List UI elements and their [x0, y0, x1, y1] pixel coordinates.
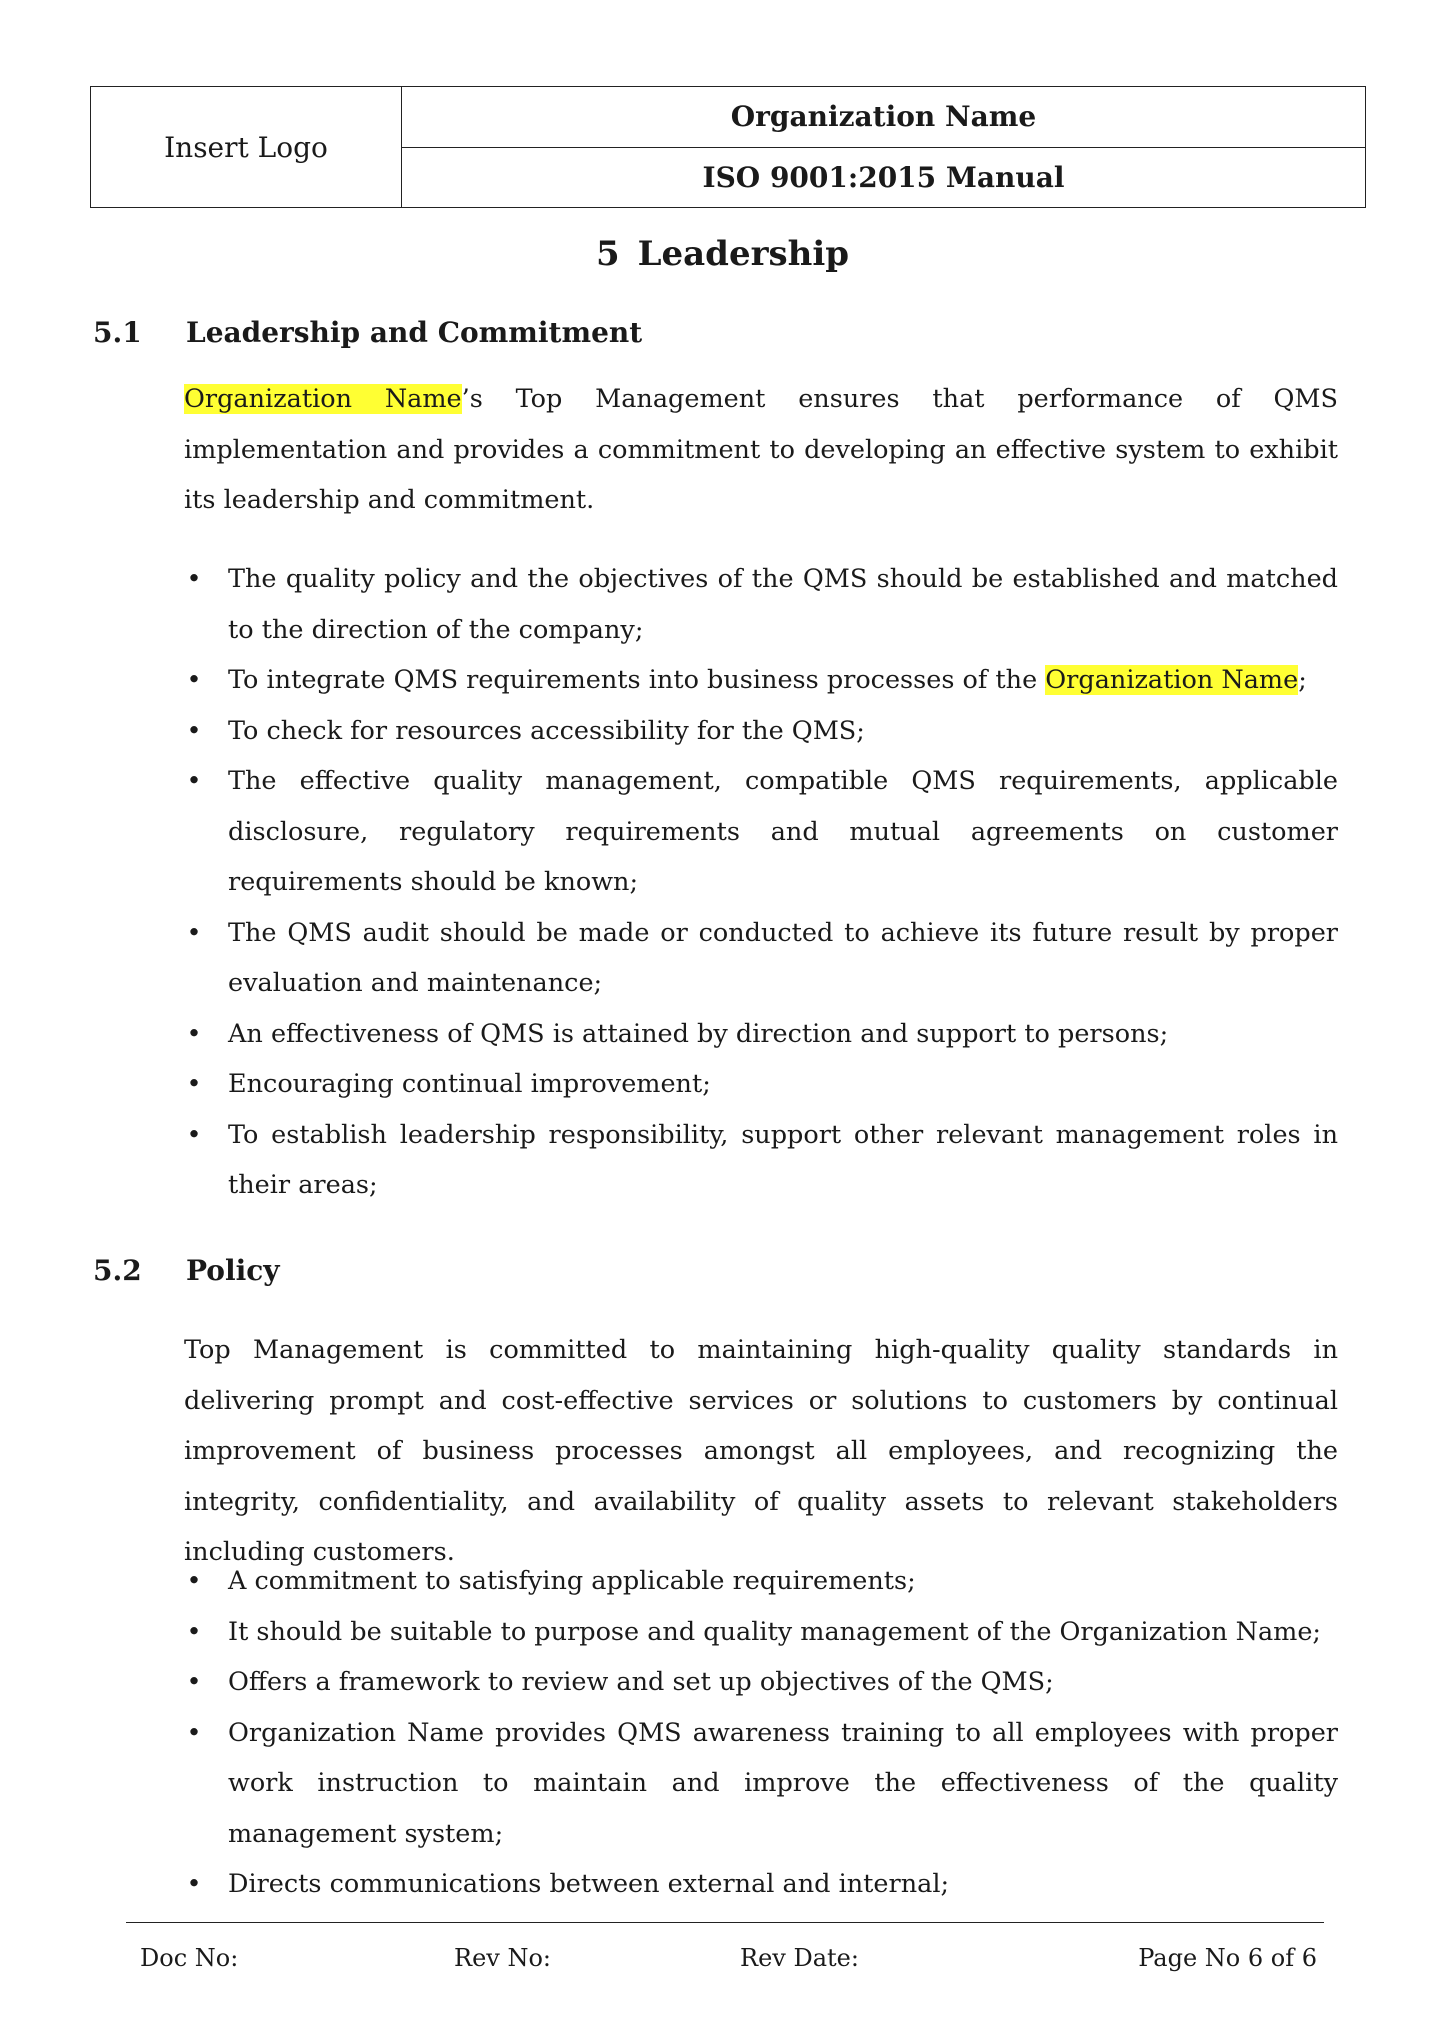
section-number: 5.1 [93, 316, 142, 349]
list-item: • To check for resources accessibility for the QMS; [184, 706, 1338, 757]
list-item: • Offers a framework to review and set up objectives of the QMS; [184, 1657, 1338, 1708]
section-5-1-intro [184, 374, 1338, 526]
list-item: • Organization Name provides QMS awareness training to all employees with proper work instruction to maintain and improve the effectiveness of the quality management system; [184, 1708, 1338, 1860]
list-item: • Encouraging continual improvement; [184, 1059, 1338, 1110]
section-5-1-bullets [184, 554, 1338, 1211]
list-item: • The quality policy and the objectives of the QMS should be established and matched to the direction of the company; [184, 554, 1338, 655]
bullet-icon: • [186, 1717, 202, 1748]
organization-name: Organization Name [402, 87, 1365, 148]
list-item: • To establish leadership responsibility, support other relevant management roles in their areas; [184, 1110, 1338, 1211]
manual-title: ISO 9001:2015 Manual [702, 160, 1065, 194]
list-item: • The effective quality management, compatible QMS requirements, applicable disclosure, regulatory requirements and mutual agreements on customer requirements should be known; [184, 756, 1338, 908]
bullet-icon: • [186, 766, 202, 796]
chapter-title-text: Leadership [637, 234, 850, 274]
list-item: • An effectiveness of QMS is attained by direction and support to persons; [184, 1009, 1338, 1060]
header-title-column [402, 87, 1365, 207]
list-item: • The QMS audit should be made or conducted to achieve its future result by proper evaluation and maintenance; [184, 908, 1338, 1009]
footer-rev-date: Rev Date: [740, 1944, 859, 1972]
bullet-icon: • [186, 1069, 202, 1099]
document-header [90, 86, 1366, 208]
bullet-icon: • [186, 715, 202, 746]
chapter-title [0, 234, 1445, 274]
section-title: Leadership and Commitment [186, 316, 643, 349]
intro-text: ’s Top Management ensures that performance of QMS implementation and provides a commitment to developing an effective system to exhibit its leadership and commitment. [184, 384, 1338, 515]
highlighted-org-name: Organization Name [184, 384, 462, 414]
section-heading-5-2 [93, 1254, 280, 1287]
bullet-icon: • [186, 1616, 202, 1647]
bullet-icon: • [186, 1018, 202, 1049]
highlighted-org-name: Organization Name [1045, 665, 1299, 695]
bullet-icon: • [186, 665, 202, 695]
footer-divider [126, 1922, 1324, 1923]
bullet-icon: • [186, 564, 202, 594]
chapter-number: 5 [595, 234, 620, 274]
section-number: 5.2 [93, 1254, 142, 1287]
section-heading-5-1 [93, 316, 642, 349]
bullet-icon: • [186, 1119, 202, 1150]
footer-doc-no: Doc No: [140, 1944, 239, 1972]
section-title: Policy [186, 1254, 280, 1287]
bullet-icon: • [186, 1667, 202, 1697]
footer-rev-no: Rev No: [454, 1944, 551, 1972]
list-item: • To integrate QMS requirements into business processes of the Organization Name; [184, 655, 1338, 706]
list-item: • A commitment to satisfying applicable requirements; [184, 1556, 1338, 1607]
list-item: • Directs communications between external and internal; [184, 1859, 1338, 1910]
footer-page-number: Page No 6 of 6 [1138, 1944, 1317, 1972]
list-item: • It should be suitable to purpose and quality management of the Organization Name; [184, 1607, 1338, 1658]
logo-placeholder: Insert Logo [91, 87, 402, 207]
section-5-2-intro: Top Management is committed to maintaining high-quality quality standards in delivering prompt and cost-effective services or solutions to customers by continual improvement of business processes amongst all employees, and recognizing the integrity, confidentiality, and availability of quality assets to relevant stakeholders including customers. [184, 1335, 1338, 1567]
bullet-icon: • [186, 1566, 202, 1596]
bullet-icon: • [186, 1869, 202, 1899]
section-5-2-bullets [184, 1556, 1338, 1910]
bullet-icon: • [186, 917, 202, 948]
